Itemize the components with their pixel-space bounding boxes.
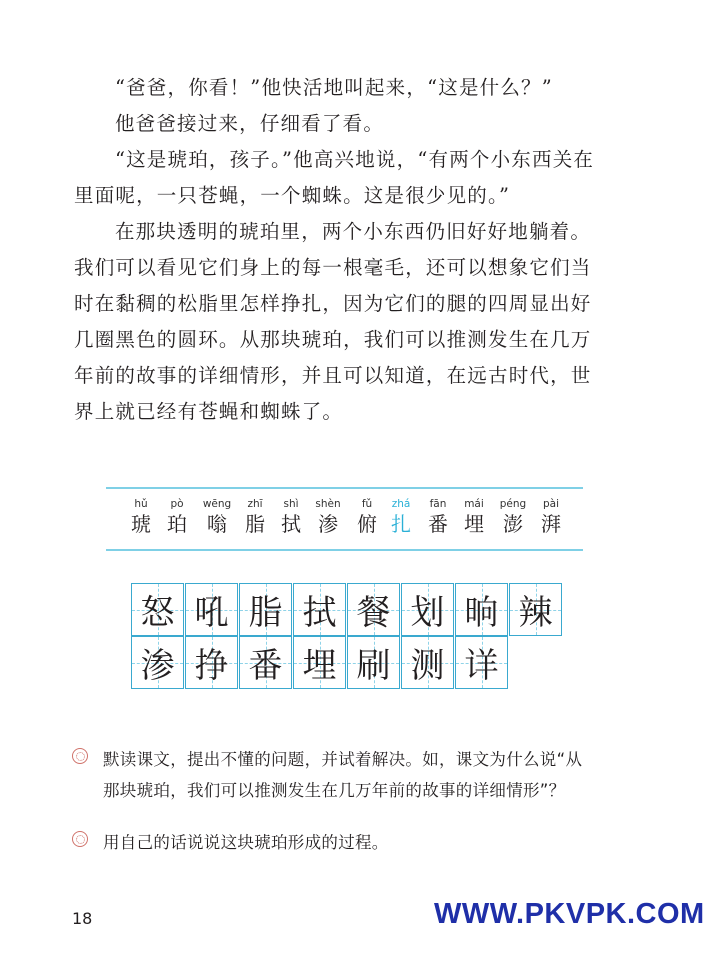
writing-character: 挣 (194, 646, 229, 686)
writing-character: 渗 (140, 646, 175, 686)
pinyin-label: zhī (247, 498, 263, 510)
writing-character: 拭 (302, 593, 337, 633)
pinyin-character: 拭 (281, 512, 301, 536)
question-text: 用自己的话说说这块琥珀形成的过程。 (103, 833, 389, 852)
pinyin-label: zhá (391, 498, 411, 510)
story-paragraph: 我们可以看见它们身上的每一根毫毛，还可以想象它们当 (74, 256, 592, 279)
pinyin-label: péng (499, 498, 527, 510)
question-text: 默读课文，提出不懂的问题，并试着解决。如，课文为什么说“从 (103, 750, 583, 769)
story-paragraph: 年前的故事的详细情形，并且可以知道，在远古时代，世 (74, 364, 592, 387)
pinyin-label: pò (170, 498, 184, 510)
writing-character: 测 (410, 646, 445, 686)
story-paragraph: “爸爸，你看！”他快活地叫起来，“这是什么？” (114, 76, 553, 99)
story-paragraph: 他爸爸接过来，仔细看了看。 (114, 112, 385, 135)
pinyin-character: 番 (428, 512, 448, 536)
writing-character: 埋 (302, 646, 337, 686)
pinyin-label: shèn (315, 498, 341, 510)
writing-character: 吼 (194, 593, 229, 633)
pinyin-label: mái (464, 498, 484, 510)
pinyin-character: 琥 (131, 512, 151, 536)
exercise-question (72, 827, 652, 858)
writing-character: 脂 (248, 593, 283, 633)
writing-character: 怒 (140, 593, 175, 633)
story-paragraph: 里面呢，一只苍蝇，一个蜘蛛。这是很少见的。” (74, 184, 511, 207)
question-text: 那块琥珀，我们可以推测发生在几万年前的故事的详细情形”？ (103, 781, 566, 800)
writing-cell (509, 583, 562, 636)
story-paragraph: 界上就已经有苍蝇和蜘蛛了。 (74, 400, 344, 423)
pinyin-character: 扎 (391, 512, 411, 536)
pinyin-vocabulary-box (106, 487, 583, 551)
writing-character: 晌 (464, 593, 499, 633)
writing-character: 划 (410, 593, 445, 633)
writing-cell (347, 583, 400, 636)
pinyin-label: pài (542, 498, 560, 510)
pinyin-character: 澎 (503, 512, 523, 536)
writing-cell (293, 583, 346, 636)
story-text (74, 70, 636, 430)
pinyin-label: fǔ (361, 498, 373, 510)
writing-grid-row (131, 583, 562, 636)
pinyin-character: 渗 (318, 512, 338, 536)
pinyin-label: hǔ (134, 498, 148, 510)
writing-cell (185, 583, 238, 636)
pinyin-character: 嗡 (207, 512, 227, 536)
writing-cell (293, 636, 346, 689)
writing-grid-row (131, 636, 508, 689)
exercise-question (72, 744, 652, 806)
writing-cell (455, 583, 508, 636)
writing-cell (131, 583, 184, 636)
story-paragraph: 时在黏稠的松脂里怎样挣扎，因为它们的腿的四周显出好 (74, 292, 592, 315)
pinyin-character: 俯 (357, 512, 377, 536)
writing-cell (131, 636, 184, 689)
story-paragraph: 几圈黑色的圆环。从那块琥珀，我们可以推测发生在几万 (74, 328, 592, 351)
pinyin-word (306, 497, 350, 537)
pinyin-character: 埋 (464, 512, 484, 536)
pinyin-character: 脂 (245, 512, 265, 536)
writing-cell (455, 636, 508, 689)
writing-cell (185, 636, 238, 689)
story-paragraph: 在那块透明的琥珀里，两个小东西仍旧好好地躺着。 (114, 220, 592, 243)
writing-character: 刷 (356, 646, 391, 686)
page-number: 18 (72, 909, 93, 928)
pinyin-word (155, 497, 199, 537)
writing-character: 餐 (356, 593, 391, 633)
writing-character: 详 (464, 646, 499, 686)
writing-cell (401, 583, 454, 636)
writing-character: 辣 (518, 593, 553, 633)
question-bullet-icon (72, 748, 88, 764)
pinyin-word (452, 497, 496, 537)
pinyin-label: fān (429, 498, 447, 510)
story-paragraph: “这是琥珀，孩子。”他高兴地说，“有两个小东西关在 (114, 148, 595, 171)
pinyin-label: shì (283, 498, 299, 510)
writing-character: 番 (248, 646, 283, 686)
watermark: WWW.PKVPK.COM (434, 898, 705, 930)
writing-cell (401, 636, 454, 689)
question-bullet-icon (72, 831, 88, 847)
writing-cell (239, 583, 292, 636)
writing-cell (239, 636, 292, 689)
pinyin-word (529, 497, 573, 537)
pinyin-label: wēng (202, 498, 232, 510)
pinyin-character: 湃 (541, 512, 561, 536)
writing-cell (347, 636, 400, 689)
pinyin-character: 珀 (167, 512, 187, 536)
